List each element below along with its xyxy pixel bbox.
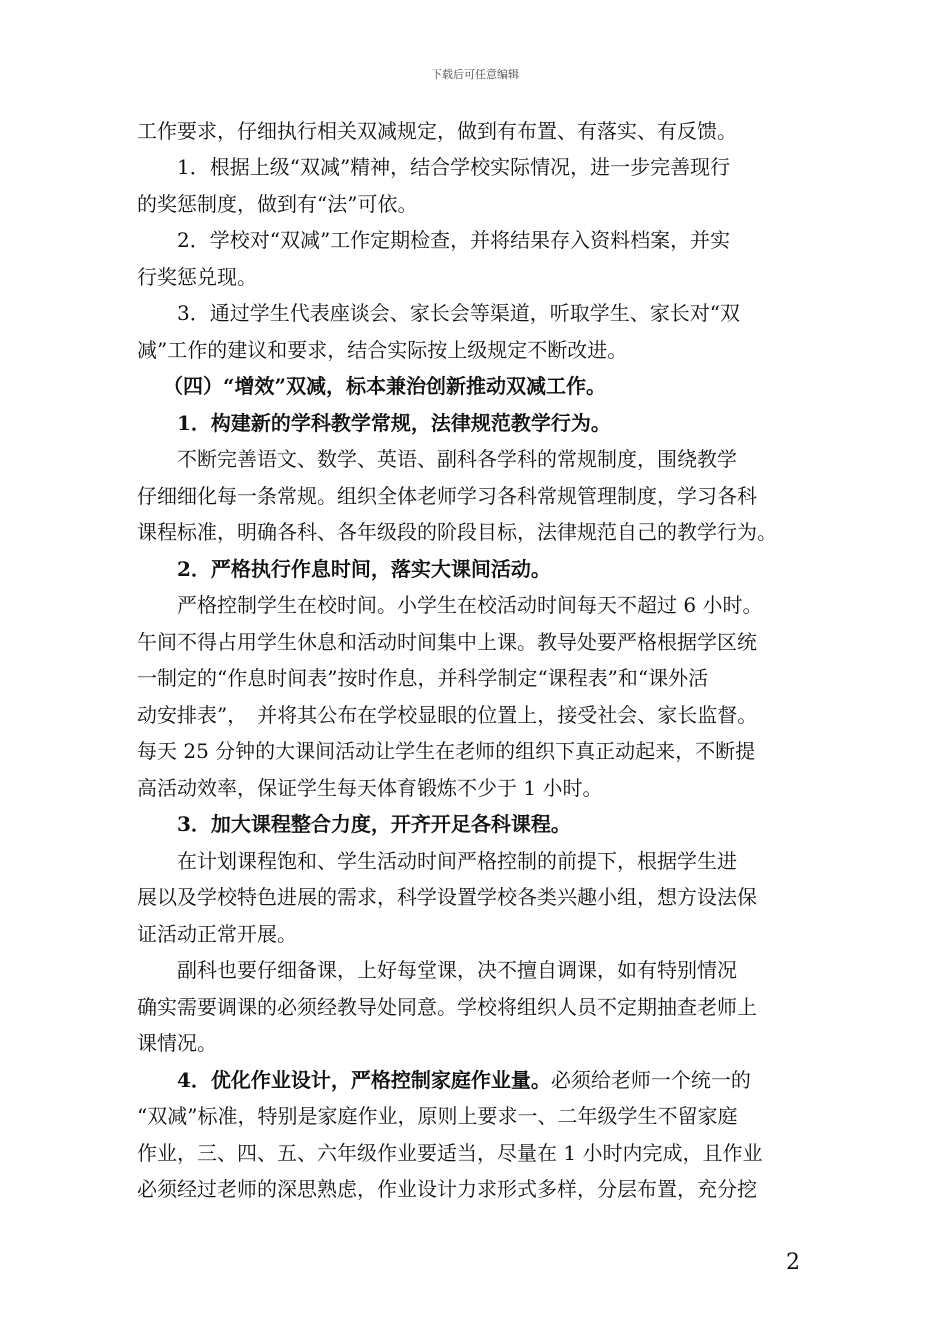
- paragraph-line: 每天 25 分钟的大课间活动让学生在老师的组织下真正动起来，不断提: [137, 739, 756, 763]
- paragraph-line: 必须经过老师的深思熟虑，作业设计力求形式多样，分层布置，充分挖: [137, 1177, 757, 1201]
- paragraph-line: 课程标准，明确各科、各年级段的阶段目标，法律规范自己的教学行为。: [137, 520, 777, 544]
- paragraph-line: 的奖惩制度，做到有“法”可依。: [137, 192, 418, 216]
- paragraph-line: 展以及学校特色进展的需求，科学设置学校各类兴趣小组，想方设法保: [137, 885, 757, 909]
- paragraph-line: 仔细细化每一条常规。组织全体老师学习各科常规管理制度，学习各科: [137, 484, 757, 508]
- paragraph-line: 动安排表”， 并将其公布在学校显眼的位置上，接受社会、家长监督。: [137, 703, 758, 727]
- paragraph-line: 确实需要调课的必须经教导处同意。学校将组织人员不定期抽查老师上: [137, 995, 757, 1019]
- paragraph-line: 行奖惩兑现。: [137, 265, 257, 289]
- download-watermark-header: 下载后可任意编辑: [431, 68, 519, 81]
- paragraph-line: 3．通过学生代表座谈会、家长会等渠道，听取学生、家长对“双: [137, 301, 740, 325]
- section-heading: （四）“增效”双减，标本兼治创新推动双减工作。: [153, 374, 607, 398]
- paragraph-line: 在计划课程饱和、学生活动时间严格控制的前提下，根据学生进: [137, 849, 737, 873]
- paragraph-line: 1．根据上级“双减”精神，结合学校实际情况，进一步完善现行: [137, 155, 731, 179]
- paragraph-line: [137, 1068, 751, 1092]
- paragraph-line: 一制定的“作息时间表”按时作息，并科学制定“课程表”和“课外活: [137, 666, 709, 690]
- paragraph-line: 证活动正常开展。: [137, 922, 297, 946]
- subsection-heading: 1．构建新的学科教学常规，法律规范教学行为。: [137, 411, 611, 435]
- paragraph-line: 课情况。: [137, 1031, 217, 1055]
- paragraph-line: 不断完善语文、数学、英语、副科各学科的常规制度，围绕教学: [137, 447, 737, 471]
- paragraph-line: 副科也要仔细备课，上好每堂课，决不擅自调课，如有特别情况: [137, 958, 737, 982]
- paragraph-line: 午间不得占用学生休息和活动时间集中上课。教导处要严格根据学区统: [137, 630, 757, 654]
- paragraph-line: 作业，三、四、五、六年级作业要适当，尽量在 1 小时内完成，且作业: [137, 1141, 763, 1165]
- paragraph-line: 工作要求，仔细执行相关双减规定，做到有布置、有落实、有反馈。: [137, 119, 737, 143]
- paragraph-line: 2．学校对“双减”工作定期检查，并将结果存入资料档案，并实: [137, 228, 731, 252]
- line-continuation: 必须给老师一个统一的: [550, 1068, 751, 1092]
- paragraph-line: 严格控制学生在校时间。小学生在校活动时间每天不超过 6 小时。: [137, 593, 763, 617]
- paragraph-line: 减”工作的建议和要求，结合实际按上级规定不断改进。: [137, 338, 628, 362]
- page-number: 2: [786, 1250, 800, 1275]
- subsection-heading: 3．加大课程整合力度，开齐开足各科课程。: [137, 812, 571, 836]
- paragraph-line: “双减”标准，特别是家庭作业，原则上要求一、二年级学生不留家庭: [137, 1104, 738, 1128]
- subsection-heading: 2．严格执行作息时间，落实大课间活动。: [137, 557, 551, 581]
- paragraph-line: 高活动效率，保证学生每天体育锻炼不少于 1 小时。: [137, 776, 603, 800]
- bold-lead-in: 4．优化作业设计，严格控制家庭作业量。: [137, 1068, 551, 1092]
